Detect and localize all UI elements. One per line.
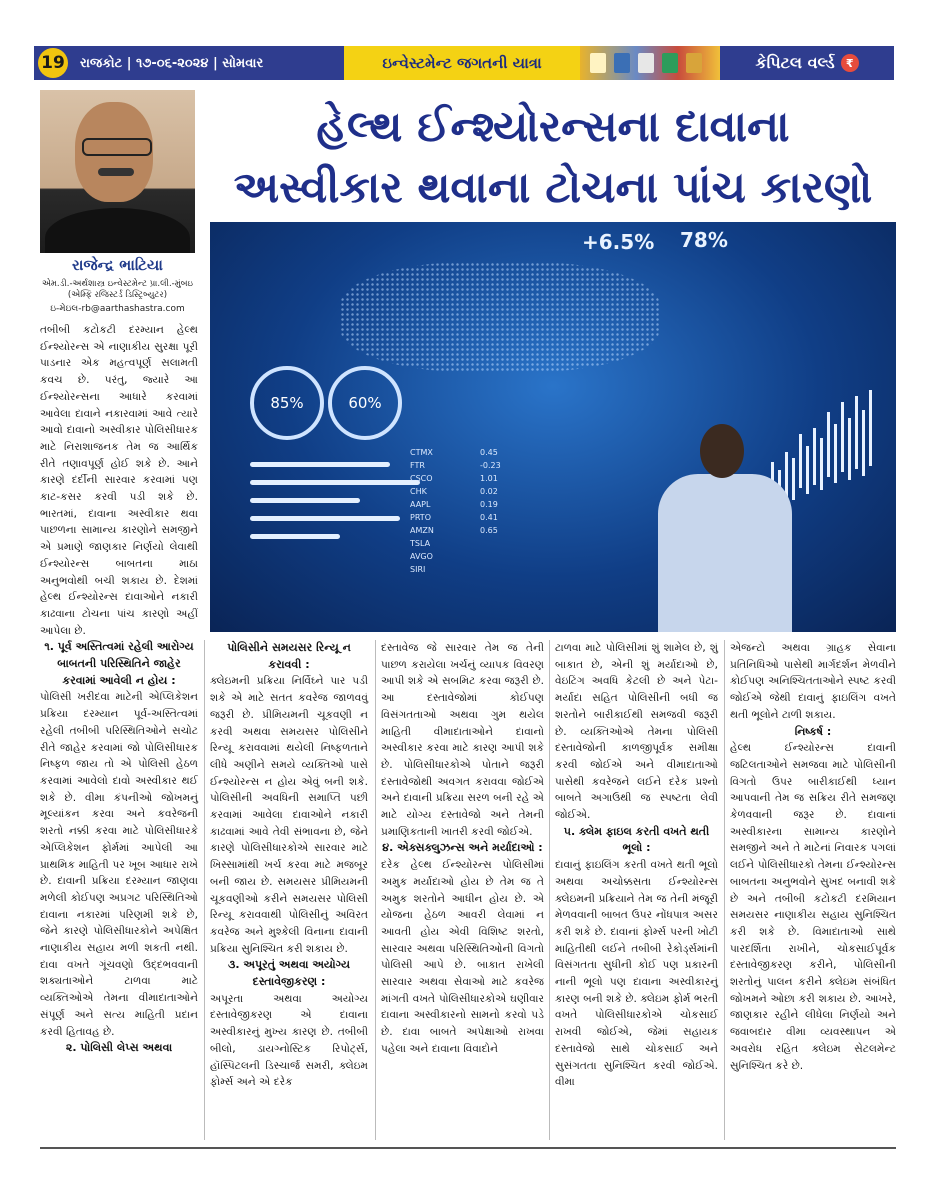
column-2: [210, 640, 368, 1091]
ticker-value: 0.41: [480, 513, 498, 522]
ticker-label: CSCO: [410, 474, 433, 483]
world-map-graphic: [340, 262, 660, 372]
column-1: [40, 322, 198, 1057]
hero-bar: [250, 516, 400, 521]
hero-bar: [250, 462, 390, 467]
section-body-3: અપૂરતા અથવા અયોગ્ય દસ્તાવેજીકરણ એ દાવાના અસ્વીકારનું મુખ્ય કારણ છે. તબીબી બીલો, ડાયગ્નોસ્ટિક રિપોર્ટ્સ, હૉસ્પિટલની ડિસ્ચાર્જ સમરી, ક્લેઇમ ફોર્મ્સ અને એ દરેક: [210, 992, 368, 1089]
headline-line-1: હેલ્થ ઈન્શ્યોરન્સના દાવાના: [316, 102, 790, 152]
author-email: ઇ-મેઇલ-rb@aarthashastra.com: [50, 304, 185, 314]
candle-mark: [834, 424, 837, 483]
date-line: રાજકોટ | ૧૭-૦૬-૨૦૨૪ | સોમવાર: [80, 55, 264, 71]
ticker-value: 1.01: [480, 474, 498, 483]
candle-mark: [862, 410, 865, 476]
hero-stat-2: 78%: [680, 228, 728, 252]
candle-mark: [869, 390, 872, 466]
hero-bar: [250, 498, 360, 503]
section-body-3-cont: દસ્તાવેજ જે સારવાર તેમ જ તેની પાછળ કરાયેલા ખર્ચનું વ્યાપક વિવરણ આપી શકે એ સબમિટ કરવા જરૂરી છે. આ દસ્તાવેજોમાં કોઈપણ વિસંગતતાઓ અથવા ગુમ થયેલ માહિતી વીમાદાતાઓને દાવાનો અસ્વીકાર કરવા માટે કારણ આપી શકે છે. પોલિસીધારકોએ પોતાને જરૂરી દસ્તાવેજોથી અવગત કરાવવા જોઈએ અને દાવાની પ્રક્રિયા સરળ બની રહે એ માટે યોગ્ય દસ્તાવેજો અને તેમની પ્રમાણિકતાની ખાતરી કરવી જોઈએ.: [381, 642, 544, 838]
ticker-value: 0.19: [480, 500, 498, 509]
section-heading-5: ૫. ક્લેમ ફાઇલ કરતી વખતે થતી ભૂલો :: [563, 824, 710, 855]
section-title: [720, 46, 894, 80]
page-header: [34, 46, 894, 80]
section-body-5: દાવાનું ફાઇલિંગ કરતી વખતે થતી ભૂલો અથવા અચોક્કસતા ઈન્શ્યોરન્સ ક્લેઇમની પ્રક્રિયાને તેમ જ તેની મંજૂરી મેળવવાની બાબત ઉપર નોંધપાત્ર અસર કરી શકે છે. દાવાનાં ફોર્મ્સ પરની ખોટી માહિતીથી લઈને તબીબી રેકોર્ડ્સમાંની વિસંગતતા સુધીની કોઈ પણ પ્રકારની નાની ભૂલો પણ દાવાના અસ્વીકારનું કારણ બની શકે છે. ક્લેઇમ ફોર્મ ભરતી વખતે પોલિસીધારકોએ ચોકસાઈ રાખવી જોઈએ, જેમાં સહાયક દસ્તાવેજો સાથે ચોકસાઈ અને સુસંગતતા સુનિશ્ચિત કરવી જોઈએ. વીમા: [555, 859, 718, 1089]
candle-mark: [855, 396, 858, 469]
section-body-1: પોલિસી ખરીદવા માટેની એપ્લિકેશન પ્રક્રિયા દરમ્યાન પૂર્વ-અસ્તિત્વમાં રહેલી તબીબી પરિસ્થિતિઓને સચોટ રીતે જાહેર કરવામાં જો પોલિસીધારક નિષ્ફળ જાય તો એ પોલિસી હેઠળ કરવામાં આવેલો દાવો અસ્વીકાર થઈ શકે છે. વીમા કંપનીઓ જોખમનું મૂલ્યાંકન કરવા અને કવરેજની શરતો નક્કી કરવા માટે પોલિસીધારકે એપ્લિકેશન ફોર્મમાં આપેલી આ પ્રાથમિક માહિતી પર ખૂબ આધાર રાખે છે. દાવાની પ્રક્રિયા દરમ્યાન જાણવા મળેલી કોઈપણ અપ્રગટ પરિસ્થિતિઓ દાવાના નકારમાં પરિણમી શકે છે, જેને કારણે પોલિસીધારકોને અપેક્ષિત નાણાકીય સહાય મળી શકતી નથી. દાવા વખતે ગૂંચવણો ઉદ્દભવવાની શક્યતાઓને ટાળવા માટે વ્યક્તિઓએ તેમના વીમાદાતાઓને સંપૂર્ણ અને સત્ય માહિતી પ્રદાન કરવી હિતાવહ છે.: [40, 691, 198, 1038]
column-divider: [724, 640, 725, 1140]
section-body-5-cont: એજન્ટો અથવા ગ્રાહક સેવાના પ્રતિનિધિઓ પાસેથી માર્ગદર્શન મેળવીને કોઈપણ અનિશ્ચિતતાઓને સ્પષ્ટ કરવી જોઈએ જેથી દાવાનું ફાઇલિંગ વખતે થતી ભૂલોને ટાળી શકાય.: [730, 642, 896, 721]
column-4: [555, 640, 718, 1091]
ticker-label: AVGO: [410, 552, 433, 561]
ticker-value: 0.45: [480, 448, 498, 457]
candle-mark: [820, 438, 823, 490]
column-5: [730, 640, 896, 1074]
section-heading-4: ૪. એક્સક્લુઝન્સ અને મર્યાદાઓ :: [382, 841, 543, 855]
column-3: [381, 640, 544, 1058]
rupee-icon: ₹: [841, 54, 859, 72]
ticker-label: CTMX: [410, 448, 433, 457]
hero-ring-2: 60%: [328, 366, 402, 440]
ticker-label: TSLA: [410, 539, 431, 548]
author-box: [40, 90, 195, 315]
candle-mark: [848, 418, 851, 480]
section-heading-2-start: ૨. પોલિસી લેપ્સ અથવા: [65, 1041, 173, 1055]
hero-bar: [250, 480, 420, 485]
section-title-text: કેપિટલ વર્લ્ડ: [755, 53, 835, 72]
author-photo: [40, 90, 195, 253]
page-number: 19: [38, 48, 68, 78]
section-heading-2: પોલિસીને સમયસર રિન્યૂ ન કરાવવી :: [227, 641, 351, 671]
hero-image: [210, 222, 896, 632]
businessman-figure: [640, 398, 810, 632]
ticker-label: CHK: [410, 487, 427, 496]
ticker-label: PRTO: [410, 513, 431, 522]
header-left-band: [34, 46, 344, 80]
section-heading-3: ૩. અપૂરતું અથવા અયોગ્ય દસ્તાવેજીકરણ :: [228, 958, 350, 989]
section-body-2: ક્લેઇમની પ્રક્રિયા નિર્વિઘ્ને પાર પડી શકે એ માટે સતત કવરેજ જાળવવું જરૂરી છે. પ્રીમિયમની ચૂકવણી ન કરવી અથવા સમયસર પોલિસીને રિન્યૂ કરાવવામાં થયેલી નિષ્ફળતાને લીધે અણીને સમયે વ્યક્તિઓ પાસે ઈન્શ્યોરન્સ ન હોય એવું બની શકે. પોલિસીની અવધિની સમાપ્તિ પછી કરવામાં આવેલા દાવાઓને નકારી કાઢવામાં આવે તેવી સંભાવના છે, જેને કારણે પોલિસીધારકોએ સારવાર માટે ખિસ્સામાંથી ખર્ચ કરવા માટે મજબૂર બની જાય છે. સમયસર પ્રીમિયમની ચૂકવણીઓ કરીને સમયસર પોલિસી રિન્યૂ કરાવવાથી પોલિસીનું અવિરત કવરેજ અને મુશ્કેલી વિનાના દાવાની પ્રક્રિયા સુનિશ્ચિત કરી શકાય છે.: [210, 675, 368, 955]
ticker-label: AMZN: [410, 526, 434, 535]
hero-ring-1: 85%: [250, 366, 324, 440]
ticker-label: FTR: [410, 461, 425, 470]
headline-line-2: અસ્વીકાર થવાના ટોચના પાંચ કારણો: [233, 163, 873, 213]
header-tagline: ઇન્વેસ્ટમેન્ટ જગતની યાત્રા: [344, 46, 580, 80]
ticker-value: -0.23: [480, 461, 501, 470]
column-divider: [549, 640, 550, 1140]
ticker-value: 0.65: [480, 526, 498, 535]
section-heading-1: ૧. પૂર્વ અસ્તિત્વમાં રહેલી આરોગ્ય બાબતની પરિસ્થિતિને જાહેર કરવામાં આવેલી ન હોય :: [44, 640, 194, 687]
header-collage-image: [580, 46, 720, 80]
bottom-rule: [40, 1147, 896, 1149]
section-body-4: દરેક હેલ્થ ઈન્શ્યોરન્સ પોલિસીમાં અમુક મર્યાદાઓ હોય છે તેમ જ તે અમુક શરતોને આધીન હોય છે. એ યોજના હેઠળ આવરી લેવામાં ન આવતી હોય એવી વિશિષ્ટ શરતો, સારવાર અથવા પરિસ્થિતિઓની વિગતો પોલિસી આપે છે. બાકાત રાખેલી સારવાર અથવા સેવાઓ માટે કવરેજ માંગતી વખતે પોલિસીધારકોએ ઘણીવાર દાવાના અસ્વીકારનો સામનો કરવો પડે છે. દાવા બાબતે અપેક્ષાઓ રાખવા પહેલા અને દાવાના વિવાદોને: [381, 859, 544, 1055]
column-divider: [204, 640, 205, 1140]
hero-bar: [250, 534, 340, 539]
candle-mark: [827, 412, 830, 477]
section-body-4-cont: ટાળવા માટે પોલિસીમાં શું શામેલ છે, શું બાકાત છે, એની શું મર્યાદાઓ છે, વેઇટિંગ અવધિ કેટલી છે અને પેટા-મર્યાદા સહિત પોલિસીની બધી જ શરતોને બારીકાઈથી સમજવી જરૂરી છે. વ્યક્તિઓએ તેમના પોલિસી દસ્તાવેજોની કાળજીપૂર્વક સમીક્ષા કરવી જોઈએ અને વીમાદાતાઓ પાસેથી કવરેજને લઈને દરેક પ્રશ્નો બાબતે અગાઉથી જ સ્પષ્ટતા લેવી જોઈએ.: [555, 642, 718, 822]
ticker-label: SIRI: [410, 565, 426, 574]
ticker-value: 0.02: [480, 487, 498, 496]
intro-paragraph: તબીબી કટોકટી દરમ્યાન હેલ્થ ઈન્શ્યોરન્સ એ નાણાકીય સુરક્ષા પૂરી પાડનાર એક મહત્વપૂર્ણ સલામતી કવચ છે. પરંતુ, જ્યારે આ ઈન્શ્યોરન્સના આધારે કરવામાં આવેલા દાવાને નકારવામાં આવે ત્યારે આવો દાવાનો અસ્વીકાર પોલિસીધારક માટે નિરાશાજનક તેમ જ આર્થિક રીતે તણાવપૂર્ણ હોઈ શકે છે. આને કારણે દર્દીની સારવાર કરવામાં પણ કાટ-કસર કરવી પડી શકે છે. ભારતમાં, દાવાના અસ્વીકાર થવા પાછળના સામાન્ય કારણોને સમજીને એ પ્રમાણે જાણકાર નિર્ણયો લેવાથી ઈન્શ્યોરન્સ બાબતના માઠા અનુભવોથી બચી શકાય છે. દેશમાં હેલ્થ ઈન્શ્યોરન્સ દાવાઓને નકારી કાઢવાના ટોચના પાંચ કારણો અહીં આપેલા છે.: [40, 324, 198, 637]
conclusion-heading: નિષ્કર્ષ :: [794, 724, 832, 738]
author-title: એમ.ડી.-અર્થશાસ્ત્ર ઇન્વેસ્ટમેન્ટ પ્રા.લી.-મુંબઇ (એમ્ફિ રજિસ્ટર્ડ ડિસ્ટ્રિબ્યુટર): [41, 279, 194, 300]
column-divider: [375, 640, 376, 1140]
candle-mark: [813, 428, 816, 485]
conclusion-body: હેલ્થ ઈન્શ્યોરન્સ દાવાની જટિલતાઓને સમજવા માટે પોલિસીની વિગતો ઉપર બારીકાઈથી ધ્યાન આપવાની તેમ જ સક્રિય રીતે સમજણ કેળવવાની જરૂર છે. દાવાનાં અસ્વીકારના સામાન્ય કારણોને સમજીને અને તે માટેનાં નિવારક પગલાં લઈને પોલિસીધારકો તેમના ઈન્શ્યોરન્સ બાબતના અનુભવોને સુખદ બનાવી શકે છે અને તબીબી કટોકટી દરમિયાન સમયસર નાણાકીય સહાય સુનિશ્ચિત કરી શકે છે. વિમાદાતાઓ સાથે પારદર્શિતા રાખીને, ચોકસાઈપૂર્વક દસ્તાવેજીકરણ કરીને, પોલિસીની શરતોનું પાલન કરીને ક્લેઇમ સંબંધિત જોખમને ઓછા કરી શકાય છે. આખરે, જાણકાર રહીને લીધેલા નિર્ણયો અને જવાબદાર વીમા વ્યવસ્થાપન એ અવરોધ રહિત ક્લેઇમ સેટલમેન્ટ સુનિશ્ચિત કરે છે.: [730, 742, 896, 1072]
hero-stat-1: +6.5%: [582, 230, 655, 254]
candle-mark: [841, 402, 844, 472]
ticker-label: AAPL: [410, 500, 431, 509]
author-name: રાજેન્દ્ર ભાટિયા: [72, 256, 163, 274]
